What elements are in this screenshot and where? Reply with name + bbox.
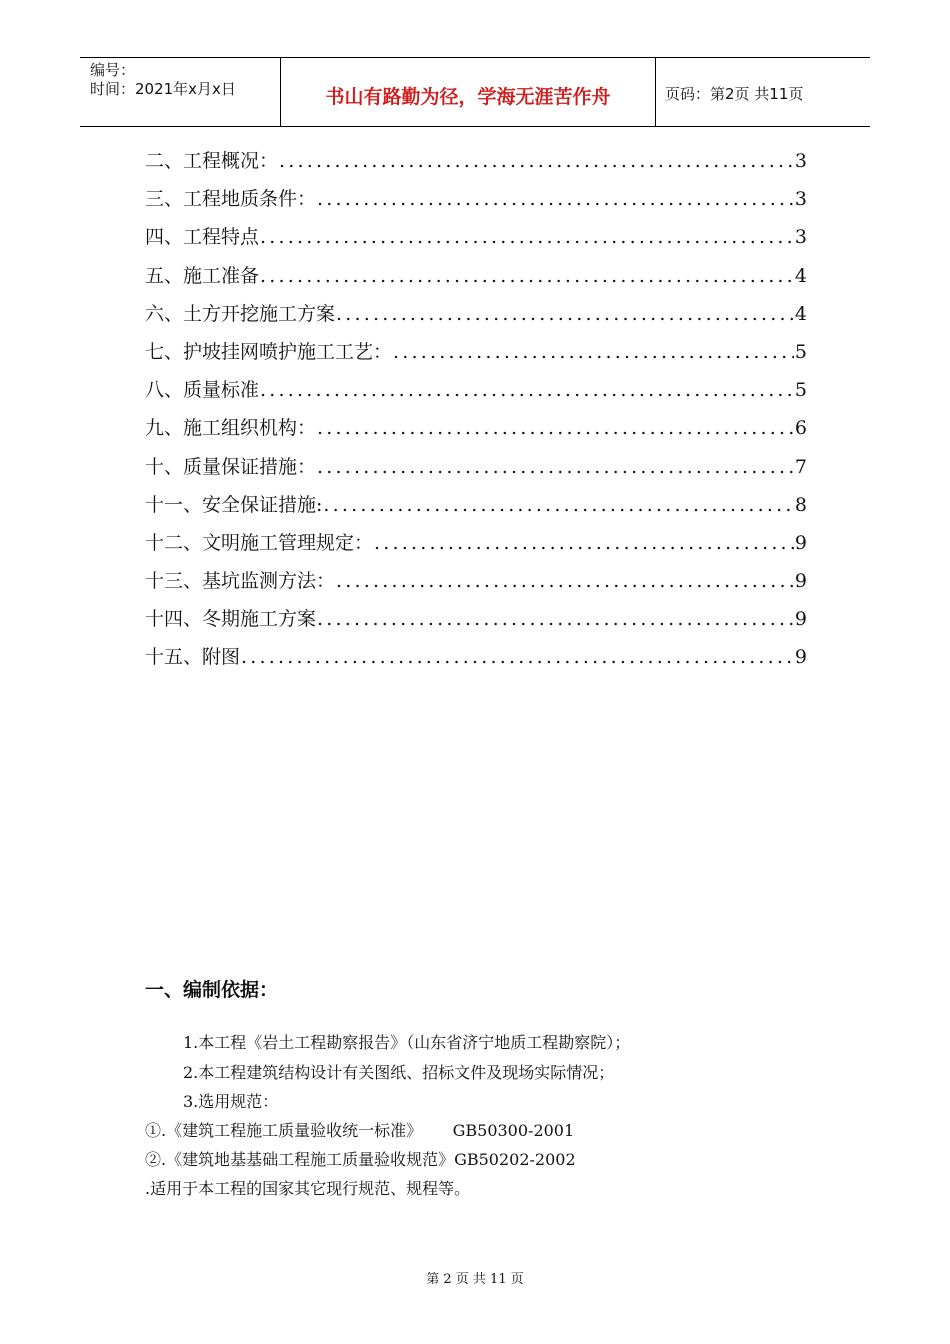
toc-entry-title: 十五、附图 [145,646,241,669]
toc-entry[interactable] [145,528,807,566]
header-meta-cell [80,58,280,126]
toc-entry[interactable] [145,222,807,260]
page-footer: 第 2 页 共 11 页 [426,1272,524,1287]
toc-entry-page: 5 [794,379,807,402]
toc-leader-dots [317,184,794,214]
toc-entry[interactable] [145,490,807,528]
toc-entry-title: 十四、冬期施工方案 [145,608,317,631]
toc-leader-dots [374,528,794,558]
toc-entry-page: 3 [794,188,807,211]
document-number-label: 编号： [90,61,136,79]
toc-leader-dots [317,452,794,482]
section-heading: 一、编制依据： [145,979,279,1001]
toc-entry[interactable] [145,413,807,451]
section-paragraph: .适用于本工程的国家其它现行规范、规程等。 [145,1179,471,1198]
document-header [80,57,870,127]
section-paragraph: ②.《建筑地基基础工程施工质量验收规范》GB50202-2002 [145,1150,576,1169]
toc-entry-title: 十二、文明施工管理规定： [145,531,374,554]
toc-leader-dots [260,222,794,252]
section-paragraph: 3.选用规范： [183,1092,279,1111]
toc-entry-title: 六、土方开挖施工方案 [145,302,336,325]
toc-entry-page: 5 [794,340,807,363]
toc-entry-title: 十、质量保证措施： [145,455,317,478]
toc-entry-page: 3 [794,226,807,249]
toc-entry-title: 二、工程概况： [145,150,279,172]
toc-leader-dots [260,375,794,405]
toc-entry[interactable] [145,146,807,184]
document-time-label: 时间：2021年x月x日 [90,80,236,98]
header-motto: 书山有路勤为径，学海无涯苦作舟 [325,86,611,108]
toc-leader-dots [336,299,794,329]
toc-entry-page: 6 [794,417,807,440]
header-page-cell [655,58,870,126]
section-paragraph: ①.《建筑工程施工质量验收统一标准》 GB50300-2001 [145,1121,575,1140]
toc-leader-dots [241,642,794,672]
toc-entry-page: 3 [794,150,807,172]
toc-entry[interactable] [145,452,807,490]
toc-leader-dots [260,261,794,291]
toc-entry-title: 七、护坡挂网喷护施工工艺： [145,340,393,363]
toc-entry-page: 4 [794,264,807,287]
toc-entry[interactable] [145,375,807,413]
toc-leader-dots [336,566,794,596]
toc-entry-title: 八、质量标准 [145,379,260,402]
toc-entry-title: 五、施工准备 [145,264,260,287]
toc-entry[interactable] [145,184,807,222]
toc-entry[interactable] [145,261,807,299]
toc-leader-dots [393,337,794,367]
toc-entry-page: 9 [794,531,807,554]
toc-entry[interactable] [145,604,807,642]
section-paragraph: 2.本工程建筑结构设计有关图纸、招标文件及现场实际情况； [183,1063,615,1082]
toc-entry-title: 十三、基坑监测方法： [145,570,336,593]
header-motto-cell [280,58,656,126]
section-paragraph: 1.本工程《岩土工程勘察报告》（山东省济宁地质工程勘察院）； [183,1033,631,1052]
toc-entry-title: 四、工程特点 [145,226,260,249]
toc-entry-title: 三、工程地质条件： [145,188,317,211]
toc-entry[interactable] [145,566,807,604]
toc-entry-page: 7 [794,455,807,478]
toc-leader-dots [279,146,794,176]
toc-entry-page: 9 [794,608,807,631]
toc-entry[interactable] [145,337,807,375]
table-of-contents [145,146,807,681]
toc-entry-page: 4 [794,302,807,325]
toc-entry[interactable] [145,642,807,680]
toc-entry-title: 九、施工组织机构： [145,417,317,440]
toc-leader-dots [317,413,794,443]
toc-leader-dots [323,490,794,520]
toc-leader-dots [317,604,794,634]
toc-entry-page: 9 [794,570,807,593]
toc-entry-title: 十一、安全保证措施: [145,493,323,516]
toc-entry-page: 8 [794,493,807,516]
toc-entry[interactable] [145,299,807,337]
toc-entry-page: 9 [794,646,807,669]
header-page-info: 页码：第2页 共11页 [665,85,804,103]
